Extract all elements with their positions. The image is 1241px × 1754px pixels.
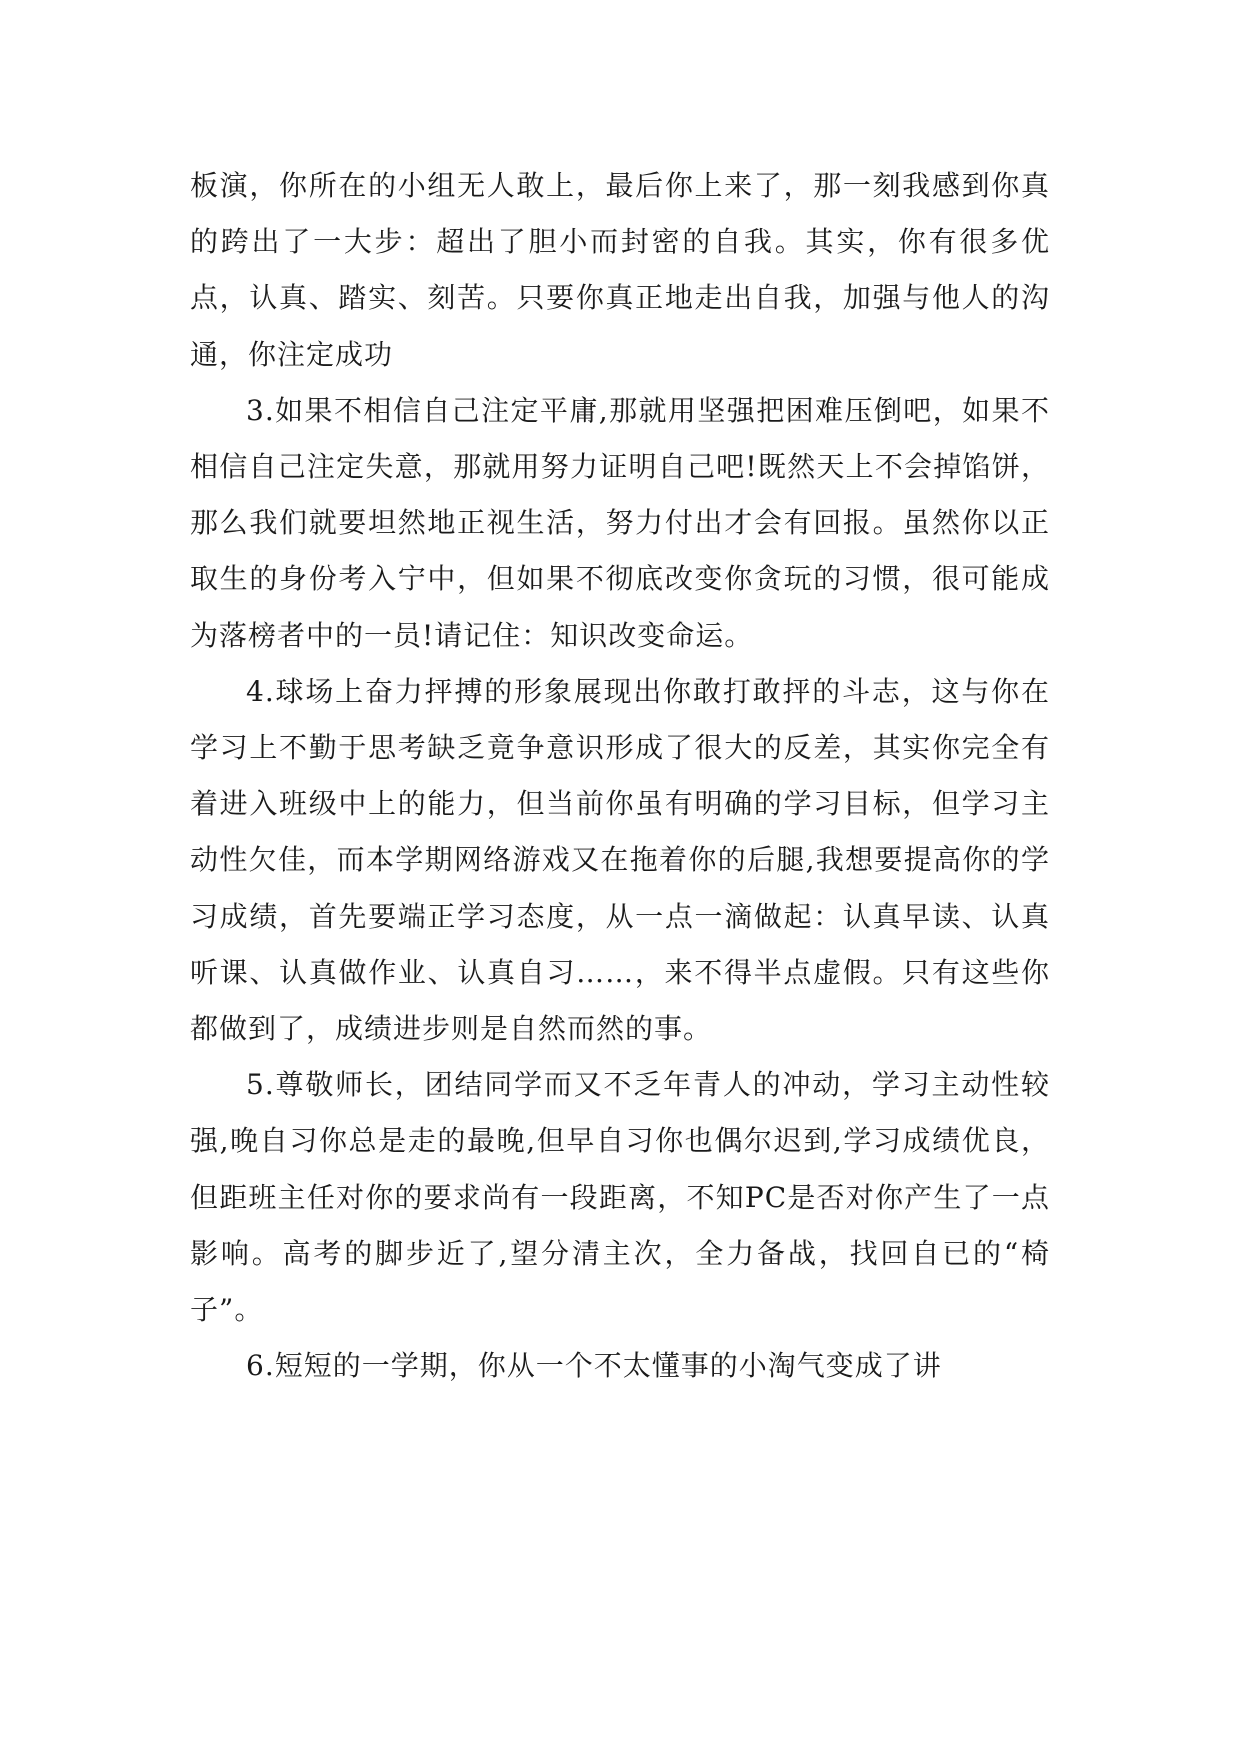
paragraph-comment-3: 3.如果不相信自己注定平庸,那就用坚强把困难压倒吧，如果不相信自己注定失意，那就用努力证明自己吧!既然天上不会掉馅饼，那么我们就要坦然地正视生活，努力付出才会有回报。虽然你以正取生的身份考入宁中，但如果不彻底改变你贪玩的习惯，很可能成为落榜者中的一员!请记住：知识改变命运。 [190,393,1050,652]
paragraph-continuation: 板演，你所在的小组无人敢上，最后你上来了，那一刻我感到你真的跨出了一大步：超出了胆小而封密的自我。其实，你有很多优点，认真、踏实、刻苦。只要你真正地走出自我，加强与他人的沟通，你注定成功 [190,169,1050,371]
document-page [190,158,1050,1394]
paragraph-comment-5: 5.尊敬师长，团结同学而又不乏年青人的冲动，学习主动性较强,晚自习你总是走的最晚,但早自习你也偶尔迟到,学习成绩优良，但距班主任对你的要求尚有一段距离，不知PC是否对你产生了一点影响。高考的脚步近了,望分清主次，全力备战，找回自已的“椅子”。 [190,1068,1050,1327]
paragraph-comment-4: 4.球场上奋力抨搏的形象展现出你敢打敢抨的斗志，这与你在学习上不勤于思考缺乏竟争意识形成了很大的反差，其实你完全有着进入班级中上的能力，但当前你虽有明确的学习目标，但学习主动性欠佳，而本学期网络游戏又在拖着你的后腿,我想要提高你的学习成绩，首先要端正学习态度，从一点一滴做起：认真早读、认真听课、认真做作业、认真自习……，来不得半点虚假。只有这些你都做到了，成绩进步则是自然而然的事。 [190,674,1050,1046]
paragraph-comment-6: 6.短短的一学期，你从一个不太懂事的小淘气变成了讲 [246,1349,942,1383]
